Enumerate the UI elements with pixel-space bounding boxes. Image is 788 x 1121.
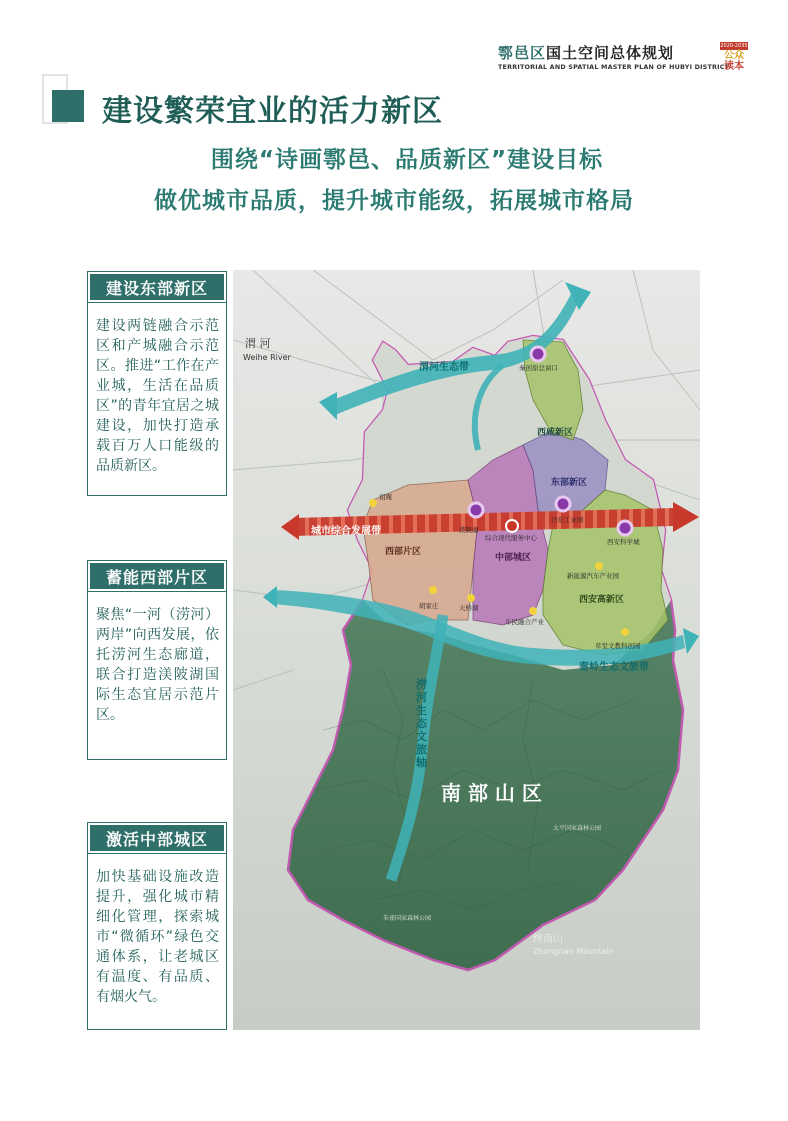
label-tianqiaohu: 天桥湖 [459,604,479,612]
panel-west-title: 蓄能西部片区 [88,561,226,591]
label-meibeihu: 渼陂湖 [459,526,479,534]
label-weihe-en: Weihe River [243,353,291,362]
badge-tag: 2020-2035 [720,43,748,49]
panel-east-district [87,271,227,496]
subtitle-line1: 围绕“诗画鄠邑、品质新区”建设目标 [210,147,604,173]
label-laohe-axis [416,677,428,769]
label-chemin: 车民融合产业 [505,618,544,626]
panel-central-body: 加快基础设施改造提升，强化城市精细化管理，探索城市“微循环”绿色交通体系，让老城区有温度、有品质、有烟火气。 [96,869,219,1005]
brand-title-part1: 鄠邑区 [498,44,547,62]
label-weihe: 渭 河 [245,337,271,350]
label-zhongnan: 终南山 [533,934,563,945]
label-xian-science: 西安科学城 [607,538,640,546]
label-zone-central: 中部城区 [495,553,532,563]
subtitle-line2: 做优城市品质，提升城市能级，拓展城市格局 [154,188,634,214]
brand-subtitle: TERRITORIAL AND SPATIAL MASTER PLAN OF HUBYI DISTRICT [498,63,730,71]
badge-line1: 公众 [724,50,744,61]
svg-text:涝河生态文旅轴: 涝河生态文旅轴 [416,678,427,769]
label-qinling-belt: 秦岭生态文旅带 [579,662,649,673]
label-service-center: 综合现代服务中心 [485,534,537,542]
label-caotang: 草堂文教科创园 [595,642,641,650]
label-forest-park: 太平国家森林公园 [553,825,602,832]
brand-badge [720,42,748,74]
brand-title-part2: 国土空间总体规划 [546,44,675,62]
label-zuan: 祖庵 [379,493,392,501]
badge-line2: 读本 [724,61,744,72]
brand-title [498,42,674,63]
panel-west-body: 聚焦“一河（涝河）两岸”向西发展，依托涝河生态廊道，联合打造渼陂湖国际生态宜居示范片区。 [96,607,219,723]
map-svg [233,270,700,1030]
label-jingdong: 泾东工业园 [551,516,584,524]
label-weihe-belt: 渭河生态带 [419,362,469,373]
label-zone-west: 西部片区 [385,547,422,557]
page-title: 建设繁荣宜业的活力新区 [102,94,443,129]
label-south-mountain: 南 部 山 区 [441,781,542,805]
label-zhongnan-en: Zhongnan Mountain [533,947,614,956]
label-zone-hightech: 西安高新区 [579,595,625,605]
panel-east-title: 建设东部新区 [88,272,226,302]
panel-central-title: 激活中部城区 [88,823,226,853]
label-qinchuang: 秦创原总窗口 [519,364,558,372]
label-zone-east: 东部新区 [551,478,588,488]
label-new-energy: 新能源汽车产业园 [567,572,619,580]
panel-east-body: 建设两链融合示范区和产城融合示范区。推进“工作在产业城，生活在品质区”的青年宜居之城建设，加快打造承载百万人口能级的品质新区。 [96,318,219,474]
label-hujiazhuang: 胡家庄 [419,602,439,610]
panel-central-district [87,822,227,1030]
title-decoration-square [52,90,84,122]
planning-map [233,270,700,1030]
label-zhuque: 朱雀国家森林公园 [383,915,432,922]
brand-header [498,42,748,76]
label-zone-xixian: 西咸新区 [537,428,574,438]
panel-west-district [87,560,227,760]
label-urban-belt: 城市综合发展带 [311,526,381,537]
